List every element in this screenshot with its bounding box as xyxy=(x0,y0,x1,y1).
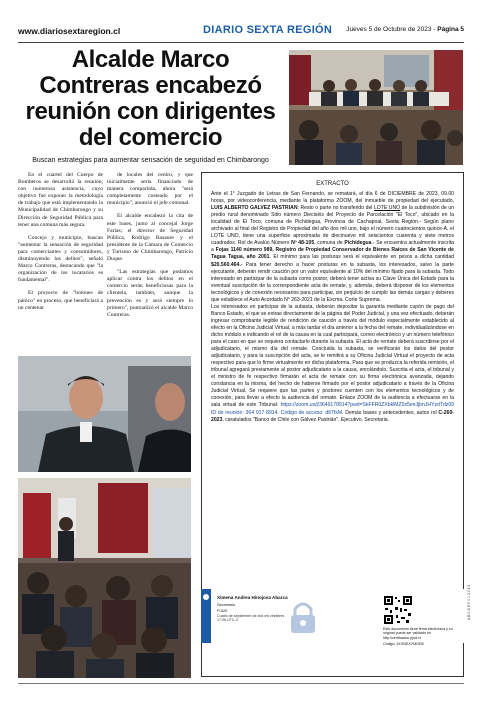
meeting-photo xyxy=(289,50,463,165)
site-url[interactable]: www.diariosextaregion.cl xyxy=(18,26,121,36)
speaker-photo xyxy=(18,478,191,678)
extract-text: Demás bases y antecedentes, autos rol xyxy=(343,409,439,416)
extract-lot: LOTE UNO xyxy=(373,205,401,212)
signature-panel xyxy=(201,589,336,643)
extract-case-rol: C-260-2023 xyxy=(211,409,454,423)
side-code-text: A B C D E F 0 1 2 3 4 5 xyxy=(467,584,471,620)
extract-debtor: LUIS ALBERTO GALVEZ PASTRIAN xyxy=(211,205,298,212)
verification-note: Este documento tiene firma electrónica y su original puede ser validado en http://verificadoc.pjud.cl xyxy=(383,627,453,640)
footer-divider xyxy=(18,683,464,684)
article-paragraph: Concejo y municipio, buscan "aumentar la sensación de seguridad para comerciantes y consumidores, disminuyendo los delitos", señaló Marco Contreras, destacando que "la organización de los locatarios es fundamental". xyxy=(18,234,103,284)
extract-text: : Resto o parte no transferido del xyxy=(297,205,374,212)
newspaper-name: DIARIO SEXTA REGIÓN xyxy=(203,24,333,36)
extract-text: Los interesados en participar de la subasta, deberán depositar la garantía mediante cupón de pago del Banco Estado, el que se extrae directamente de la página del Poder Judicial, y una vez efectuado, deberán ingresar comprobante legible de rendición de caución a través del módulo especialmente establecido al efecto en la Oficina Judicial Virtual, a más tardar el día anterior a la fecha del remate, individualizándose en dicho módulo e indicando el rol de la causa en la cual participará, correo electrónico y un número telefónico para el caso en que se requiera contactarlo durante la subasta. El acta de remate deberá suscribirse por el adjudicatario, el mismo día del remate. Concluida la subasta, se verificarán los datos del postor adjudicatario, y para la suscripción del acta, se le remitirá a su Oficina Judicial Virtual el proyecto de acta respectivo para que lo firme virtualmente en dicha plataforma. Para que se produzca la referida remisión, el tribunal agregará previamente al postor adjudicatario a la causa, enrolándolo, Suscrita el acta, el tribunal y el ministro de fe respectivo firmarán el acta de remate con su firma electrónica avanzada, dejando constancia en la misma, del hecho de haberse firmado por el postor adjudicatario a través de la Oficina Judicial Virtual. Se requiere que las partes y postores cuenten con los elementos tecnológicos y de conexión, para llevar a efecto la audiencia del remate. Enlace ZOOM de la audiencia a efectuarse en la sala virtual de este Tribunal: xyxy=(211,303,454,409)
extract-text: Ante el 1° Juzgado de Letras de San Fernando, se rematará, el día 6 de DICIEMBRE de 2023, 09.00 horas, por videoconferencia, mediante la plataforma ZOOM, del inmueble de propiedad del ejecutado, xyxy=(211,191,454,205)
extract-text: Para tener derecho a hacer posturas en la subasta, los interesados, salvo la parte ejecutante, deberán rendir caución por un valor equivalente al 10% del mínimo fijado para la subasta. Todo interesado en participar de la subasta como postor, deberá tener activa su Clave Única del Estado para la eventual suscripción de la correspondiente acta de remate, y, además, deberá disponer de los elementos tecnológicos y de conexión necesarios para participar, sin perjuicio de cumplir las demás cargas y deberes que establece el Auto Acordado N° 263-2021 de la Excma. Corte Suprema. xyxy=(211,261,454,303)
electronic-signature-block xyxy=(201,589,464,646)
extract-minimum: $20.560.464.- xyxy=(211,261,243,268)
extract-meeting-id: ID de reunión: 364 917 8914. Código de acceso: d67fxM. xyxy=(211,409,344,416)
mayor-portrait-photo xyxy=(18,356,191,472)
lock-icon xyxy=(283,599,323,635)
extract-title: EXTRACTO xyxy=(316,181,349,187)
extract-rol: Nº 48-105 xyxy=(291,240,315,247)
article-paragraph: de locales del centro, y que inicialmente sería financiado de manera compartida, ahora "será completamente costeado por el municipio", anunció el jefe comunal. xyxy=(107,172,193,207)
extract-inscription: Fojas 1140 número 989, Registro de Propiedad Conservador de Bienes Raíces de San Vicente de Tagua Tagua, año 2001 xyxy=(211,247,455,261)
side-reference-code xyxy=(467,530,472,620)
article-paragraph: El proyecto de "botones de pánico" en proceso, que beneficiará a un centenar xyxy=(18,290,103,311)
extract-text: , comuna de xyxy=(314,240,345,247)
extract-body xyxy=(211,191,454,424)
article-column-1 xyxy=(18,172,103,318)
qr-code-icon[interactable] xyxy=(383,595,413,625)
signer-role: Secretario xyxy=(217,602,236,607)
article-paragraph: El alcalde encabezó la cita de este lunes, junto al concejal Jorge Farías; el director de Seguridad Pública, Rodrigo Basaure y el presidente de la Cámara de Comercio y Turismo de Chimbarongo, Patricio Duque. xyxy=(107,213,193,263)
extract-text: . El mínimo para las posturas será el equivalente en pesos a dicha cantidad xyxy=(269,254,454,261)
extract-text: .- Se encuentra actualmente inscrita a xyxy=(211,240,455,254)
page-number: Página 5 xyxy=(437,26,464,33)
page-header xyxy=(18,24,464,44)
article-headline: Alcalde Marco Contreras encabezó reunión con dirigentes del comercio xyxy=(25,46,276,151)
extract-text: , caratulados "Banco de Chile con Gálvez Pastrián". Ejecutivo. Secretaria. xyxy=(222,416,390,423)
article-paragraph: "Las estrategias que podamos aplicar contra los delitos en el comercio serán beneficiosas para la clientela, también, aunque la prevención es y será siempre lo primero", puntualizó el alcalde Marco Contreras. xyxy=(107,269,193,318)
extract-text: de la subdivisión de un predio rural denominado Sitio número Dieciséis del Proyecto de Parcelación "El Toco", ubicado en la localidad de El Toco, comuna de Pichidegua, Provincia de Cachapoal, Sexta Región.- Según plano archivado al final del Registro de Propiedad del año dos mil uno, bajo el número cuatrocientos quince-A, el LOTE UNO, tiene una superficie aproximada de diecinueve mil seiscientos cuarenta y siete metros cuadrados. Rol de Avalúo Número xyxy=(211,205,454,247)
header-divider xyxy=(18,42,464,43)
signature-date: Cuatro de septiembre de dos mil veintitrés 17:06 UTC-3 xyxy=(217,614,285,623)
extract-commune: Pichidegua xyxy=(344,240,372,247)
article-subheadline: Buscan estrategias para aumentar sensación de seguridad en Chimbarongo xyxy=(32,157,269,164)
issue-date-text: Jueves 5 de Octubre de 2023 - xyxy=(346,26,436,33)
article-paragraph: En el cuartel del Cuerpo de Bomberos se desarrolló la reunión, con numerosa asistencia, cuyo objetivo fue exponer la metodología de trabajo que está implementando la Municipalidad de Chimbarongo y su Dirección de Seguridad Pública para tener una comuna más segura. xyxy=(18,172,103,228)
issue-date xyxy=(346,26,464,33)
signature-bar xyxy=(201,589,211,643)
signer-name: Ximena Andrea Hinojosa Abarca xyxy=(217,595,288,600)
zoom-link[interactable]: https://zoom.us/j/3649178914?pwd=SkFFR0ZXbklMZ0x5enJjbnJHYzdTdz09 xyxy=(280,402,454,409)
verification-code: Código: JXGNEXYMGEB xyxy=(383,642,424,646)
signer-organization: PJUD xyxy=(217,608,228,613)
article-column-2 xyxy=(107,172,193,325)
